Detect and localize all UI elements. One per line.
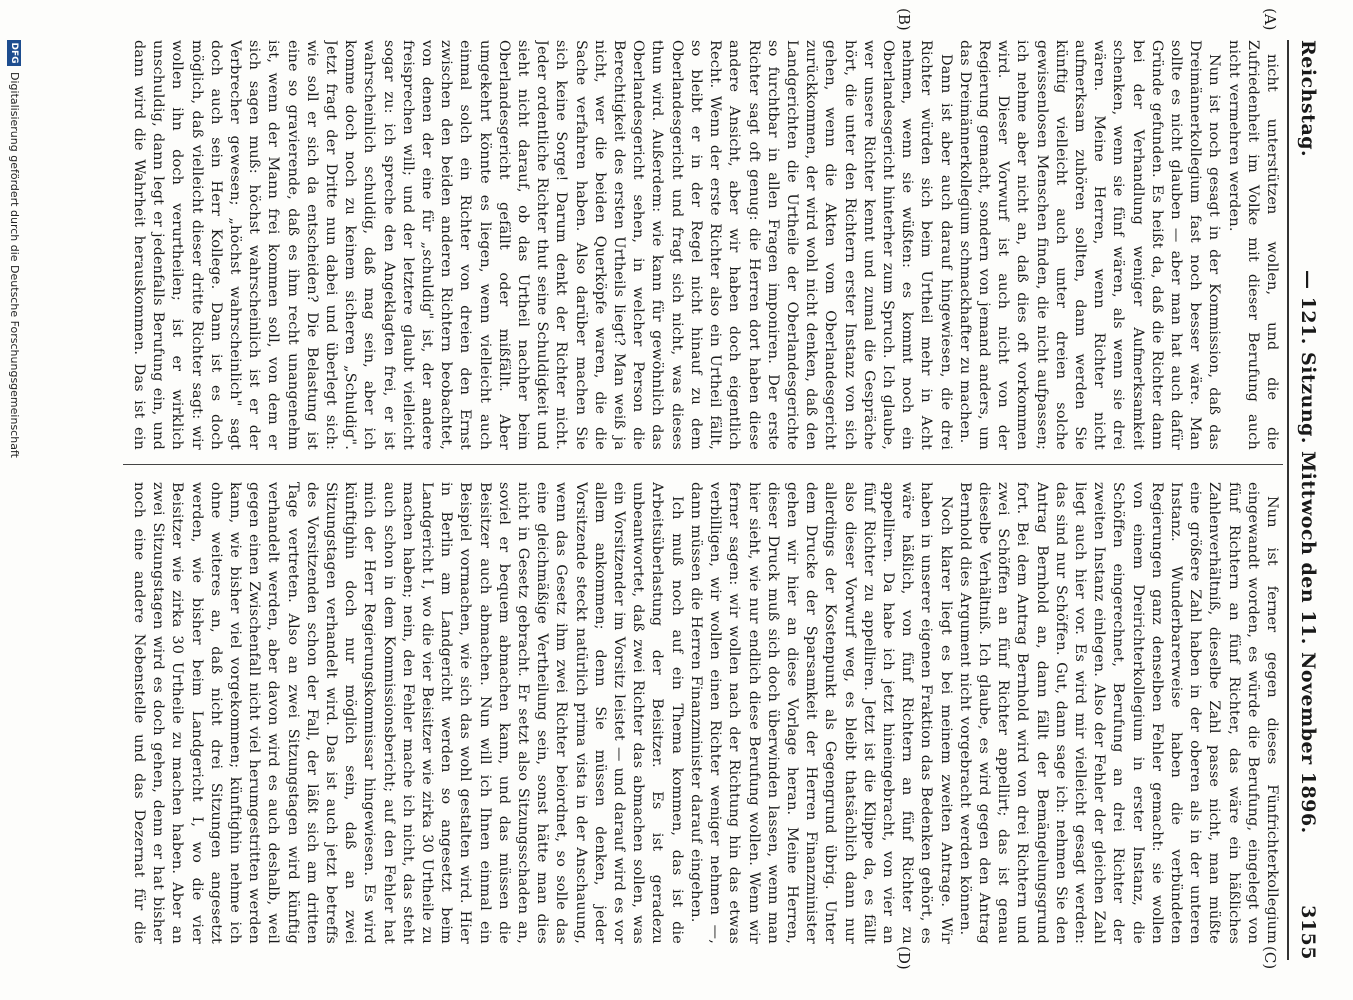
margin-marker-a: (A)	[1261, 8, 1279, 31]
paragraph: Noch klarer liegt es bei meinem zweiten Antrage. Wir haben in unserer eigenen Fraktion das Bedenken gehört, es wäre häßlich, von fünf Richtern an fünf Richter zu appelliren. Da habe ich jetzt hineingebracht, von vier an fünf Richter zu appelliren. Jetzt ist die Klippe da, es fällt also dieser Vorwurf weg, es bleibt thatsächlich dann nur allerdings der Kostenpunkt als Gegengrund übrig. Unter dem Drucke der Sparsamkeit der Herren Finanzminister gehen wir hier an diese Vorlage heran. Meine Herren, dieser Druck muß sich doch überwinden lassen, wenn man hier sieht, wie nur endlich diese Berufung wollen. Wenn wir ferner sagen: wir wollen nach der Richtung hin das etwas verbilligen, wir wollen einen Richter weniger nehmen —, dann müssen die Herren Finanzminister darauf eingehen.	[687, 482, 954, 944]
margin-marker-b: (B)	[895, 8, 913, 31]
header-title: Reichstag.	[1297, 40, 1319, 158]
text-column-left	[131, 40, 1281, 450]
credit-text: Digitalisierung gefördert durch die Deutsche Forschungsgemeinschaft	[8, 72, 21, 458]
paragraph: Nun ist ferner gegen dieses Fünfrichterkollegium eingewandt worden, es würde die Berufung, eingelegt von fünf Richtern an fünf Richter, das wäre ein häßliches Zahlenverhältniß, dieselbe Zahl passe nicht, man müßte eine größere Zahl haben in der oberen als in der unteren Instanz. Wunderbarerweise haben die verbündeten Regierungen ganz denselben Fehler gemacht: sie wollen von einem Dreirichterkollegium in erster Instanz, die Schöffen eingerechnet, Berufung an drei Richter der zweiten Instanz einlegen. Also der Fehler der gleichen Zahl liegt auch hier vor. Es wird mir vielleicht gesagt werden: das sind nur Schöffen. Gut, dann sage ich: nehmen Sie den Antrag Bernhold an, dann fällt der Bemängelungsgrund fort. Bei dem Antrag Bernhold wird von drei Richtern und zwei Schöffen an fünf Richter appellirt; das ist genau dieselbe Verhältniß. Ich glaube, es wird gegen den Antrag Bernhold dies Argument nicht vorgebracht werden können.	[956, 482, 1280, 944]
column-divider	[123, 464, 1283, 465]
header-session-date: — 121. Sitzung. Mittwoch den 11. November 1896.	[1297, 270, 1319, 834]
running-header	[1293, 40, 1323, 960]
text-column-right	[131, 482, 1281, 944]
header-rule	[1287, 40, 1289, 960]
paragraph: Ich muß noch auf ein Thema kommen, das ist die Arbeitsüberlastung der Beisitzer. Es ist geradezu unbeantwortet, daß zwei Richter das abmachen sollen, was ein Vorsitzender im Vorsitz leistet — und darauf wird es vor allem ankommen; denn Sie müssen denken, jeder Vorsitzende steckt natürlich prima vista in der Anschauung, wenn das Gesetz ihm zwei Richter beiordnet, so solle das eine gleichmäßige Vertheilung sein, sonst hätte man dies nicht in Gesetz gebracht. Er setzt also Sitzungsschaden an, soviel er bequem abmachen kann, und das müssen die Beisitzer auch abmachen. Nun will ich Ihnen einmal ein Beispiel vormachen, wie sich das wohl gestalten wird. Hier in Berlin am Landgericht werden so angesetzt beim Landgericht I, wo die vier Beisitzer wie zirka 30 Urtheile zu machen haben; nein, den Fehler mache ich nicht, das steht auch schon in dem Kommissionsbericht; auf den Fehler hat mich der Herr Regierungskommissar hingewiesen. Es wird künftighin doch nur möglich sein, daß an zwei Sitzungstagen verhandelt wird. Das ist auch jetzt betreffs des Vorsitzenden schon der Fall, der läßt sich am dritten Tage vertreten. Also an zwei Sitzungstagen wird künftig verhandelt werden, aber davon wird es auch deshalb, weil gegen einen Zwischenfall nicht viel herumgestritten werden kann, wie bisher viel vorgekommen; künftighin nehme ich ohne weiteres an, daß nicht drei Sitzungen angesetzt werden, wie bisher beim Landgericht I, wo die vier Beisitzer wie zirka 30 Urtheile zu machen haben. Aber an zwei Sitzungstagen wird es doch gehen, denn er hat bisher noch eine andere Nebenstelle und das Dezernat für die	[131, 482, 685, 944]
paragraph: nicht unterstützen wollen, und die die Zufriedenheit im Volke mit dieser Berufung auch nicht vermehren werden.	[1225, 40, 1280, 450]
page-number: 3155	[1297, 905, 1319, 960]
paragraph: Nun ist noch gesagt in der Kommission, daß das Dreimännerkollegium fast noch besser wäre. Man sollte es nicht glauben — aber man hat auch dafür Gründe gefunden. Es heißt da, daß die Richter dann bei der Verhandlung weniger Aufmerksamkeit schenken, wenn sie fünf wären, als wenn sie drei wären. Meine Herren, wenn Richter nicht aufmerksam zuhören sollten, dann werden Sie künftig vielleicht auch unter dreien solche gewissenlosen Menschen finden, die nicht aufpassen; ich nehme aber nicht an, daß dies oft vorkommen wird. Dieser Vorwurf ist auch nicht von der Regierung gemacht, sondern von jemand anders, um das Dreimännerkollegium schmackhafter zu machen.	[956, 40, 1223, 450]
dfg-logo-icon: DFG	[7, 40, 21, 66]
margin-marker-c: (C)	[1261, 946, 1279, 970]
margin-marker-d: (D)	[895, 946, 913, 970]
digitization-credit	[5, 40, 21, 960]
paragraph: Dann ist aber auch darauf hingewiesen, die drei Richter würden sich beim Urtheil mehr in Acht nehmen, wenn sie wüßten: es kommt noch ein Oberlandesgericht hinterher zum Spruch. Ich glaube, wer unsere Richter kennt und zumal die Gespräche hört, die unter den Richtern erster Instanz von sich gehen, wenn die Akten vom Oberlandesgericht zurückkommen, der wird wohl nicht denken, daß den Landgerichten die Urtheile der Oberlandesgerichte so furchtbar in allen Fragen imponiren. Der erste Richter sagt oft genug: die Herren dort haben diese andere Ansicht, aber wir haben doch eigentlich Recht. Wenn der erste Richter also ein Urtheil fällt, so bleibt er in der Regel nicht hinauf zu dem Oberlandesgericht und fragt sich nicht, was dieses thun wird. Außerdem: wie kann für gewöhnlich das Oberlandesgericht sehen, in welcher Person die Berechtigkeit des ersten Urtheils liegt? Man weiß ja nicht, wer die beiden Querköpfe waren, die die Sache verfahren haben. Also darüber machen Sie sich keine Sorge! Darum denkt der Richter nicht. Jeder ordentliche Richter thut seine Schuldigkeit und sieht nicht darauf, ob das Urtheil nachher beim Oberlandesgericht gefällt oder mißfällt. Aber umgekehrt könnte es liegen, wenn vielleicht auch einmal solch ein Richter von dreien den Ernst zwischen den beiden anderen Richtern beobachtet, von denen der eine für „schuldig" ist, der andere freisprechen will; und der letztere glaubt vielleicht sogar zu: ich spreche den Angeklagten frei, er ist wahrscheinlich schuldig, daß mag sein, aber ich komme doch noch zu keinem sicheren „Schuldig". Jetzt fragt der Dritte nun dabei und überlegt sich: wie soll er sich da entscheiden? Die Belastung ist eine so gravierende, daß es ihm recht unangenehm ist, wenn der Mann frei kommen soll, von dem er sich sagen muß: höchst wahrscheinlich ist er der Verbrecher gewesen; „höchst wahrscheinlich" sagt doch auch sein Herr Kollege. Dann ist es doch möglich, daß vielleicht dieser dritte Richter sagt: wir wollen ihn doch verurtheilen; ist er wirklich unschuldig, dann legt er jedenfalls Berufung ein, und dann wird die Wahrheit herauskommen. Das ist ein	[131, 40, 954, 450]
